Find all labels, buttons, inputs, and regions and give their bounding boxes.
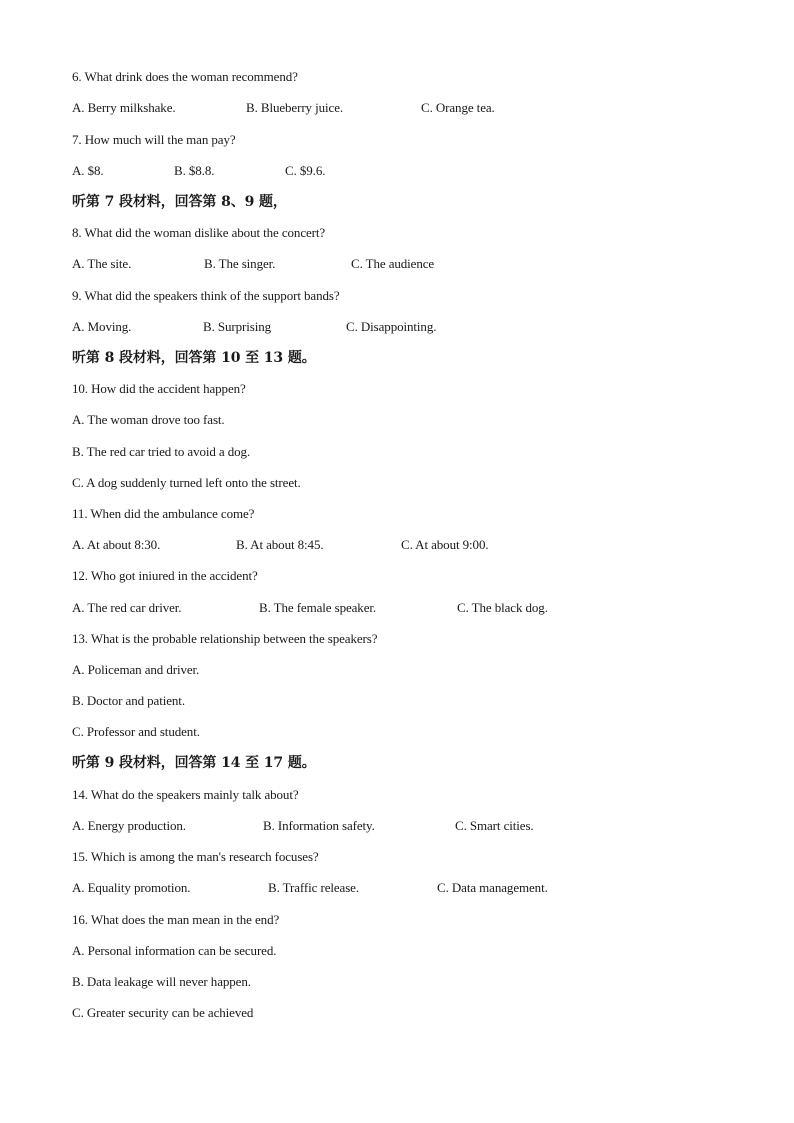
answer-option: A. The woman drove too fast. bbox=[72, 412, 225, 427]
answer-option: C. At about 9:00. bbox=[401, 537, 489, 552]
question-text: 7. How much will the man pay? bbox=[72, 132, 236, 147]
answer-option: B. $8.8. bbox=[174, 163, 215, 178]
answer-option: A. Energy production. bbox=[72, 818, 186, 833]
answer-option: B. Information safety. bbox=[263, 818, 375, 833]
answer-option: C. Greater security can be achieved bbox=[72, 1005, 254, 1020]
answer-option: A. Policeman and driver. bbox=[72, 662, 200, 677]
answer-option: B. At about 8:45. bbox=[236, 537, 324, 552]
question-text: 13. What is the probable relationship between the speakers? bbox=[72, 631, 378, 646]
answer-option: C. The audience bbox=[351, 256, 435, 271]
section-heading: 听第 8 段材料，回答第 10 至 13 题。 bbox=[72, 350, 316, 366]
answer-option: A. Equality promotion. bbox=[72, 880, 191, 895]
answer-option: B. Doctor and patient. bbox=[72, 693, 185, 708]
answer-option: A. Personal information can be secured. bbox=[72, 943, 277, 958]
answer-option: A. Berry milkshake. bbox=[72, 100, 176, 115]
answer-option: B. The singer. bbox=[204, 256, 276, 271]
question-text: 16. What does the man mean in the end? bbox=[72, 912, 280, 927]
question-text: 15. Which is among the man's research focuses? bbox=[72, 849, 319, 864]
section-heading: 听第 9 段材料，回答第 14 至 17 题。 bbox=[72, 755, 316, 771]
question-text: 9. What did the speakers think of the support bands? bbox=[72, 288, 340, 303]
answer-option: B. Data leakage will never happen. bbox=[72, 974, 251, 989]
section-heading: 听第 7 段材料，回答第 8、9 题， bbox=[72, 194, 287, 210]
answer-option: C. The black dog. bbox=[457, 600, 548, 615]
question-text: 10. How did the accident happen? bbox=[72, 381, 246, 396]
answer-option: B. Blueberry juice. bbox=[246, 100, 344, 115]
answer-option: A. $8. bbox=[72, 163, 104, 178]
answer-option: A. The site. bbox=[72, 256, 132, 271]
answer-option: C. Data management. bbox=[437, 880, 548, 895]
answer-option: B. Traffic release. bbox=[268, 880, 360, 895]
answer-option: B. Surprising bbox=[203, 319, 272, 334]
question-text: 14. What do the speakers mainly talk about? bbox=[72, 787, 299, 802]
answer-option: C. A dog suddenly turned left onto the street. bbox=[72, 475, 301, 490]
answer-option: B. The red car tried to avoid a dog. bbox=[72, 444, 251, 459]
answer-option: C. Smart cities. bbox=[455, 818, 534, 833]
question-text: 6. What drink does the woman recommend? bbox=[72, 69, 298, 84]
answer-option: C. $9.6. bbox=[285, 163, 326, 178]
question-text: 12. Who got iniured in the accident? bbox=[72, 568, 258, 583]
answer-option: A. The red car driver. bbox=[72, 600, 182, 615]
answer-option: A. At about 8:30. bbox=[72, 537, 161, 552]
answer-option: C. Orange tea. bbox=[421, 100, 495, 115]
answer-option: C. Professor and student. bbox=[72, 724, 200, 739]
answer-option: A. Moving. bbox=[72, 319, 132, 334]
question-text: 11. When did the ambulance come? bbox=[72, 506, 255, 521]
answer-option: C. Disappointing. bbox=[346, 319, 437, 334]
question-text: 8. What did the woman dislike about the concert? bbox=[72, 225, 326, 240]
answer-option: B. The female speaker. bbox=[259, 600, 377, 615]
